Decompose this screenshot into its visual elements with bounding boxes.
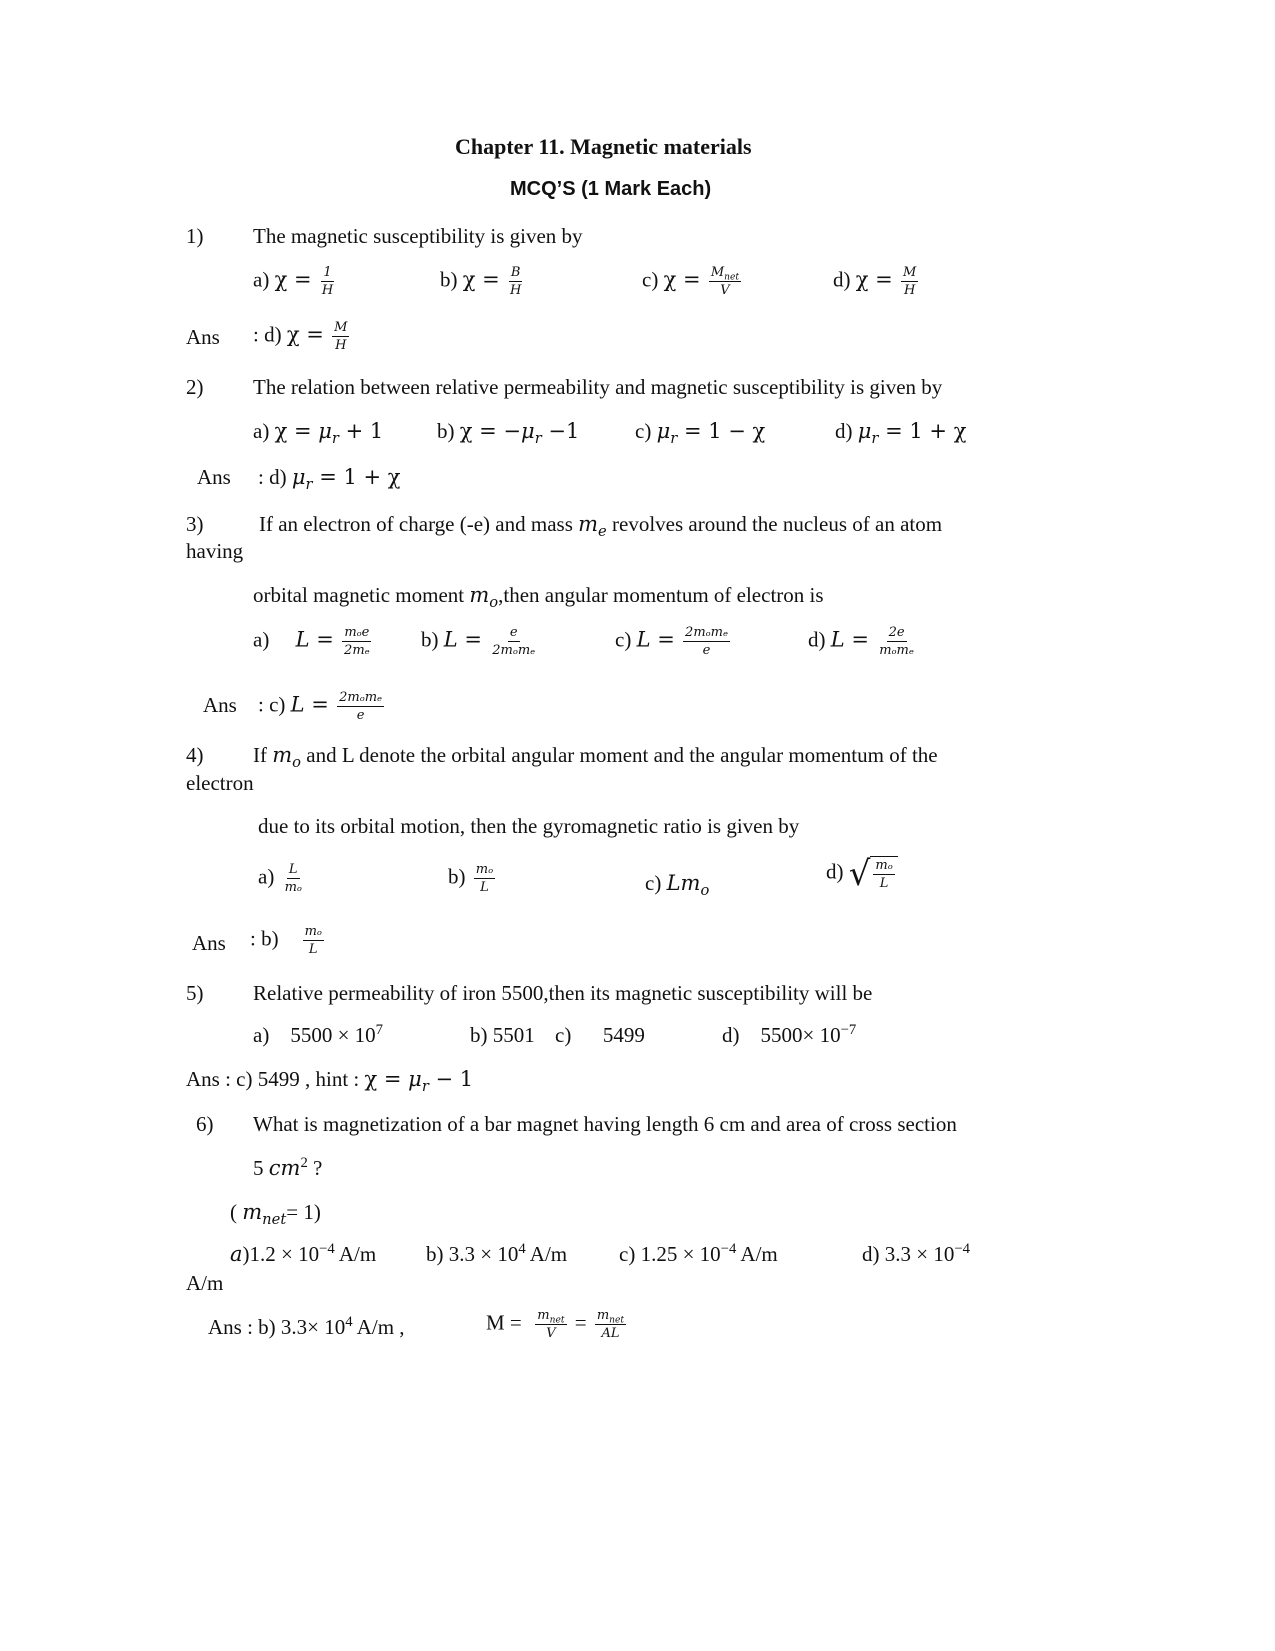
option-b xyxy=(426,1241,567,1267)
subscript: o xyxy=(700,882,710,900)
subscript: net xyxy=(724,272,740,283)
fraction xyxy=(283,862,304,895)
text-segment: = 1) xyxy=(286,1200,321,1224)
fraction xyxy=(490,625,537,658)
symbol: m xyxy=(537,1308,550,1323)
exponent: 7 xyxy=(375,1022,384,1038)
question-text-line2: due to its orbital motion, then the gyromagnetic ratio is given by xyxy=(258,814,800,838)
fraction-numerator xyxy=(595,1308,626,1325)
fraction-denominator: e xyxy=(702,643,711,658)
option-lhs: χ = xyxy=(663,267,701,292)
option-lhs: χ = xyxy=(274,267,312,292)
answer-prefix: : c) xyxy=(258,692,286,717)
option-c xyxy=(615,625,733,658)
question-number: 5) xyxy=(186,981,204,1005)
fraction-numerator xyxy=(709,265,741,282)
fraction xyxy=(901,265,918,298)
page-title: Chapter 11. Magnetic materials xyxy=(455,134,752,159)
option-d xyxy=(808,625,919,658)
answer xyxy=(253,320,352,353)
fraction xyxy=(535,1308,566,1341)
fraction-denominator: H xyxy=(335,338,347,353)
fraction-denominator: mₒmₑ xyxy=(879,643,914,658)
option-rhs: = 1 − χ xyxy=(677,419,766,443)
text-segment: ( xyxy=(230,1200,243,1224)
option-a xyxy=(253,265,338,298)
text-segment: ? xyxy=(307,1156,323,1180)
mu-symbol: μ xyxy=(857,419,872,443)
option-d xyxy=(862,1241,970,1267)
symbol: M xyxy=(710,265,725,280)
option-lhs: χ = xyxy=(462,267,500,292)
symbol: m xyxy=(272,743,293,767)
answer-rhs: = 1 + χ xyxy=(312,465,401,489)
option-label: b) xyxy=(440,267,458,292)
option-label: b) xyxy=(448,864,466,889)
answer xyxy=(258,690,387,723)
answer-lhs: L = xyxy=(290,692,329,717)
option-label: d) xyxy=(722,1023,740,1047)
fraction-denominator: L xyxy=(879,876,889,891)
subscript: net xyxy=(262,1211,287,1229)
subscript: net xyxy=(609,1315,625,1326)
fraction-numerator: L xyxy=(288,862,298,877)
fraction-denominator: V xyxy=(720,283,730,298)
answer-rhs: − 1 xyxy=(428,1067,474,1091)
option-lhs: L = xyxy=(443,627,482,652)
option-lhs: χ = xyxy=(855,267,893,292)
fraction-numerator: 2mₒmₑ xyxy=(685,625,729,640)
option-label: a xyxy=(230,1242,243,1266)
question-number: 3) xyxy=(186,512,204,536)
option-d xyxy=(826,854,898,894)
answer-unit: A/m , xyxy=(352,1315,405,1339)
option-lhs: χ = xyxy=(274,419,319,443)
symbol: m xyxy=(469,583,490,607)
fraction xyxy=(877,625,916,658)
option-label: d) xyxy=(835,419,853,443)
answer-formula xyxy=(486,1308,629,1341)
mu-symbol: μ xyxy=(408,1067,422,1091)
subscript: net xyxy=(549,1315,565,1326)
fraction xyxy=(337,690,384,723)
page-subtitle: MCQ’S (1 Mark Each) xyxy=(510,178,712,200)
fraction-denominator: H xyxy=(510,283,522,298)
fraction-denominator: L xyxy=(308,942,318,957)
text-segment: ,then angular momentum of electron is xyxy=(498,583,824,607)
text-segment: orbital magnetic moment xyxy=(253,583,470,607)
option-value: b) 3.3 × 10 xyxy=(426,1242,519,1266)
option-rhs: + 1 xyxy=(338,419,384,443)
option-label: c) xyxy=(555,1023,572,1047)
fraction xyxy=(508,265,523,298)
text-segment: and L denote the orbital angular moment and the angular momentum of the xyxy=(301,743,938,767)
option-d xyxy=(835,418,967,448)
mu-symbol: μ xyxy=(318,419,332,443)
fraction-numerator: M xyxy=(334,320,348,335)
fraction-denominator: AL xyxy=(601,1326,620,1341)
text-segment: revolves around the nucleus of an atom xyxy=(606,512,943,536)
option-d xyxy=(722,1022,856,1048)
subscript: r xyxy=(331,430,339,448)
option-lhs: χ = − xyxy=(459,419,522,443)
exponent: 4 xyxy=(345,1314,353,1330)
fraction xyxy=(595,1308,626,1341)
option-value: 5499 xyxy=(602,1023,645,1047)
option-rhs: −1 xyxy=(541,419,580,443)
option-lhs: L = xyxy=(636,627,675,652)
answer xyxy=(186,1066,474,1096)
option-label: c) xyxy=(642,267,659,292)
option-d xyxy=(833,265,921,298)
fraction-denominator: H xyxy=(321,283,334,298)
question-number: 2) xyxy=(186,375,204,399)
option-expression: Lm xyxy=(666,871,701,895)
text-segment: 5 xyxy=(253,1156,269,1180)
answer-prefix: Ans : c) 5499 , hint : xyxy=(186,1067,365,1091)
question-text: Relative permeability of iron 5500,then its magnetic susceptibility will be xyxy=(253,981,873,1005)
symbol: m xyxy=(242,1200,263,1224)
fraction-denominator: mₒ xyxy=(284,880,302,895)
question-text-line2 xyxy=(253,582,824,612)
option-label: a) xyxy=(258,864,275,889)
fraction xyxy=(332,320,349,353)
option-b xyxy=(448,862,498,895)
option-b xyxy=(421,625,540,658)
option-value: 5500× 10 xyxy=(760,1023,841,1047)
equals-sign: = xyxy=(574,1310,587,1335)
option-a xyxy=(253,418,384,448)
question-text xyxy=(253,742,938,772)
question-text xyxy=(259,511,943,541)
question-text: The relation between relative permeability and magnetic susceptibility is given by xyxy=(253,375,943,399)
symbol: m xyxy=(596,1308,610,1323)
fraction-numerator: mₒ xyxy=(304,924,322,939)
fraction-numerator xyxy=(535,1308,566,1325)
option-label: d) xyxy=(826,859,844,884)
option-a xyxy=(253,625,375,658)
question-text: What is magnetization of a bar magnet having length 6 cm and area of cross section xyxy=(253,1112,957,1136)
fraction-denominator: e xyxy=(356,708,365,723)
answer xyxy=(208,1314,405,1340)
answer-label: Ans xyxy=(197,465,231,489)
option-label: c) xyxy=(615,627,632,652)
subscript: o xyxy=(489,594,499,612)
question-text: The magnetic susceptibility is given by xyxy=(253,224,583,248)
option-label: a) xyxy=(253,627,270,652)
fraction-denominator: H xyxy=(903,283,916,298)
fraction-numerator: 2e xyxy=(888,625,905,640)
formula-lhs: M = xyxy=(486,1310,522,1335)
exponent: −4 xyxy=(954,1241,970,1257)
option-label: c) xyxy=(645,871,662,895)
answer-lhs: χ = xyxy=(286,322,324,347)
mu-symbol: μ xyxy=(656,419,671,443)
option-label: b) xyxy=(421,627,439,652)
answer-prefix: : d) xyxy=(258,465,287,489)
question-number: 1) xyxy=(186,224,204,248)
text-segment: If xyxy=(253,743,273,767)
subscript: r xyxy=(670,430,678,448)
answer-prefix: : b) xyxy=(250,926,279,951)
option-c xyxy=(555,1022,645,1048)
option-label: d) xyxy=(808,627,826,652)
option-value: 5500 × 10 xyxy=(290,1023,376,1047)
exponent: −4 xyxy=(720,1241,737,1257)
option-unit: A/m xyxy=(334,1242,377,1266)
subscript: r xyxy=(871,430,879,448)
fraction-numerator: B xyxy=(510,265,521,280)
answer-prefix: : d) xyxy=(253,322,282,347)
option-label: c) xyxy=(635,419,652,443)
answer-lhs: χ = xyxy=(364,1067,409,1091)
fraction-numerator: mₒ xyxy=(475,862,494,877)
answer-label: Ans xyxy=(192,931,226,955)
given-value xyxy=(230,1199,321,1229)
question-number: 6) xyxy=(196,1112,214,1136)
exponent: −4 xyxy=(319,1241,335,1257)
option-lhs: L = xyxy=(295,627,334,652)
option-lhs: L = xyxy=(830,627,869,652)
subscript: r xyxy=(421,1078,429,1096)
mu-symbol: μ xyxy=(521,419,535,443)
fraction xyxy=(320,265,335,298)
option-rhs: = 1 + χ xyxy=(878,419,967,443)
unit: cm xyxy=(268,1156,301,1180)
fraction-denominator: V xyxy=(546,1326,556,1341)
subscript: e xyxy=(598,523,607,541)
option-c xyxy=(619,1241,778,1267)
option-label: d) xyxy=(833,267,851,292)
question-text-line2 xyxy=(253,1155,322,1181)
option-a xyxy=(230,1241,376,1267)
fraction xyxy=(474,862,495,895)
option-label: a) xyxy=(253,419,270,443)
fraction-numerator: mₒ xyxy=(875,858,893,873)
exponent: −7 xyxy=(840,1022,857,1038)
option-label: a) xyxy=(253,267,270,292)
fraction xyxy=(342,625,372,658)
fraction-numerator: M xyxy=(903,265,917,280)
option-a xyxy=(253,1022,383,1048)
fraction-denominator: 2mₑ xyxy=(344,643,370,658)
option-value: )1.2 × 10 xyxy=(242,1242,320,1266)
option-unit: A/m xyxy=(736,1242,778,1266)
text-segment: If an electron of charge (-e) and mass xyxy=(259,512,579,536)
answer-label: Ans xyxy=(186,325,220,349)
exponent: 2 xyxy=(300,1155,308,1171)
option-d-wrap: A/m xyxy=(186,1271,224,1295)
answer xyxy=(258,464,401,494)
option-c xyxy=(642,265,744,298)
option-c xyxy=(645,870,710,900)
answer xyxy=(250,924,327,957)
fraction xyxy=(709,265,741,298)
fraction-numerator: 2mₒmₑ xyxy=(339,690,383,705)
fraction-denominator: L xyxy=(480,880,489,895)
fraction xyxy=(683,625,730,658)
answer-label: Ans xyxy=(203,693,237,717)
question-text-wrap: electron xyxy=(186,771,254,795)
option-c xyxy=(635,418,766,448)
option-unit: A/m xyxy=(525,1242,568,1266)
fraction-numerator: mₒe xyxy=(344,625,370,640)
option-value: c) 1.25 × 10 xyxy=(619,1242,721,1266)
fraction-numerator: e xyxy=(509,625,518,640)
symbol: m xyxy=(578,512,599,536)
fraction xyxy=(303,924,324,957)
radicand xyxy=(870,856,897,891)
exponent: 4 xyxy=(518,1241,526,1257)
option-b xyxy=(440,265,526,298)
subscript: r xyxy=(534,430,542,448)
option-b: b) 5501 xyxy=(470,1023,535,1047)
mu-symbol: μ xyxy=(291,465,306,489)
option-label: b) xyxy=(437,419,455,443)
fraction-denominator: 2mₒmₑ xyxy=(492,643,536,658)
option-label: a) xyxy=(253,1023,270,1047)
subscript: r xyxy=(305,476,313,494)
subscript: o xyxy=(292,754,302,772)
fraction xyxy=(873,858,894,891)
fraction-numerator: 1 xyxy=(323,265,332,280)
answer-prefix: Ans : b) 3.3× 10 xyxy=(208,1315,346,1339)
option-b xyxy=(437,418,580,448)
radical-sign-icon: √ xyxy=(848,854,871,894)
square-root xyxy=(848,854,898,894)
option-value: d) 3.3 × 10 xyxy=(862,1242,955,1266)
question-number: 4) xyxy=(186,743,204,767)
option-a xyxy=(258,862,307,895)
question-text-wrap: having xyxy=(186,539,244,563)
